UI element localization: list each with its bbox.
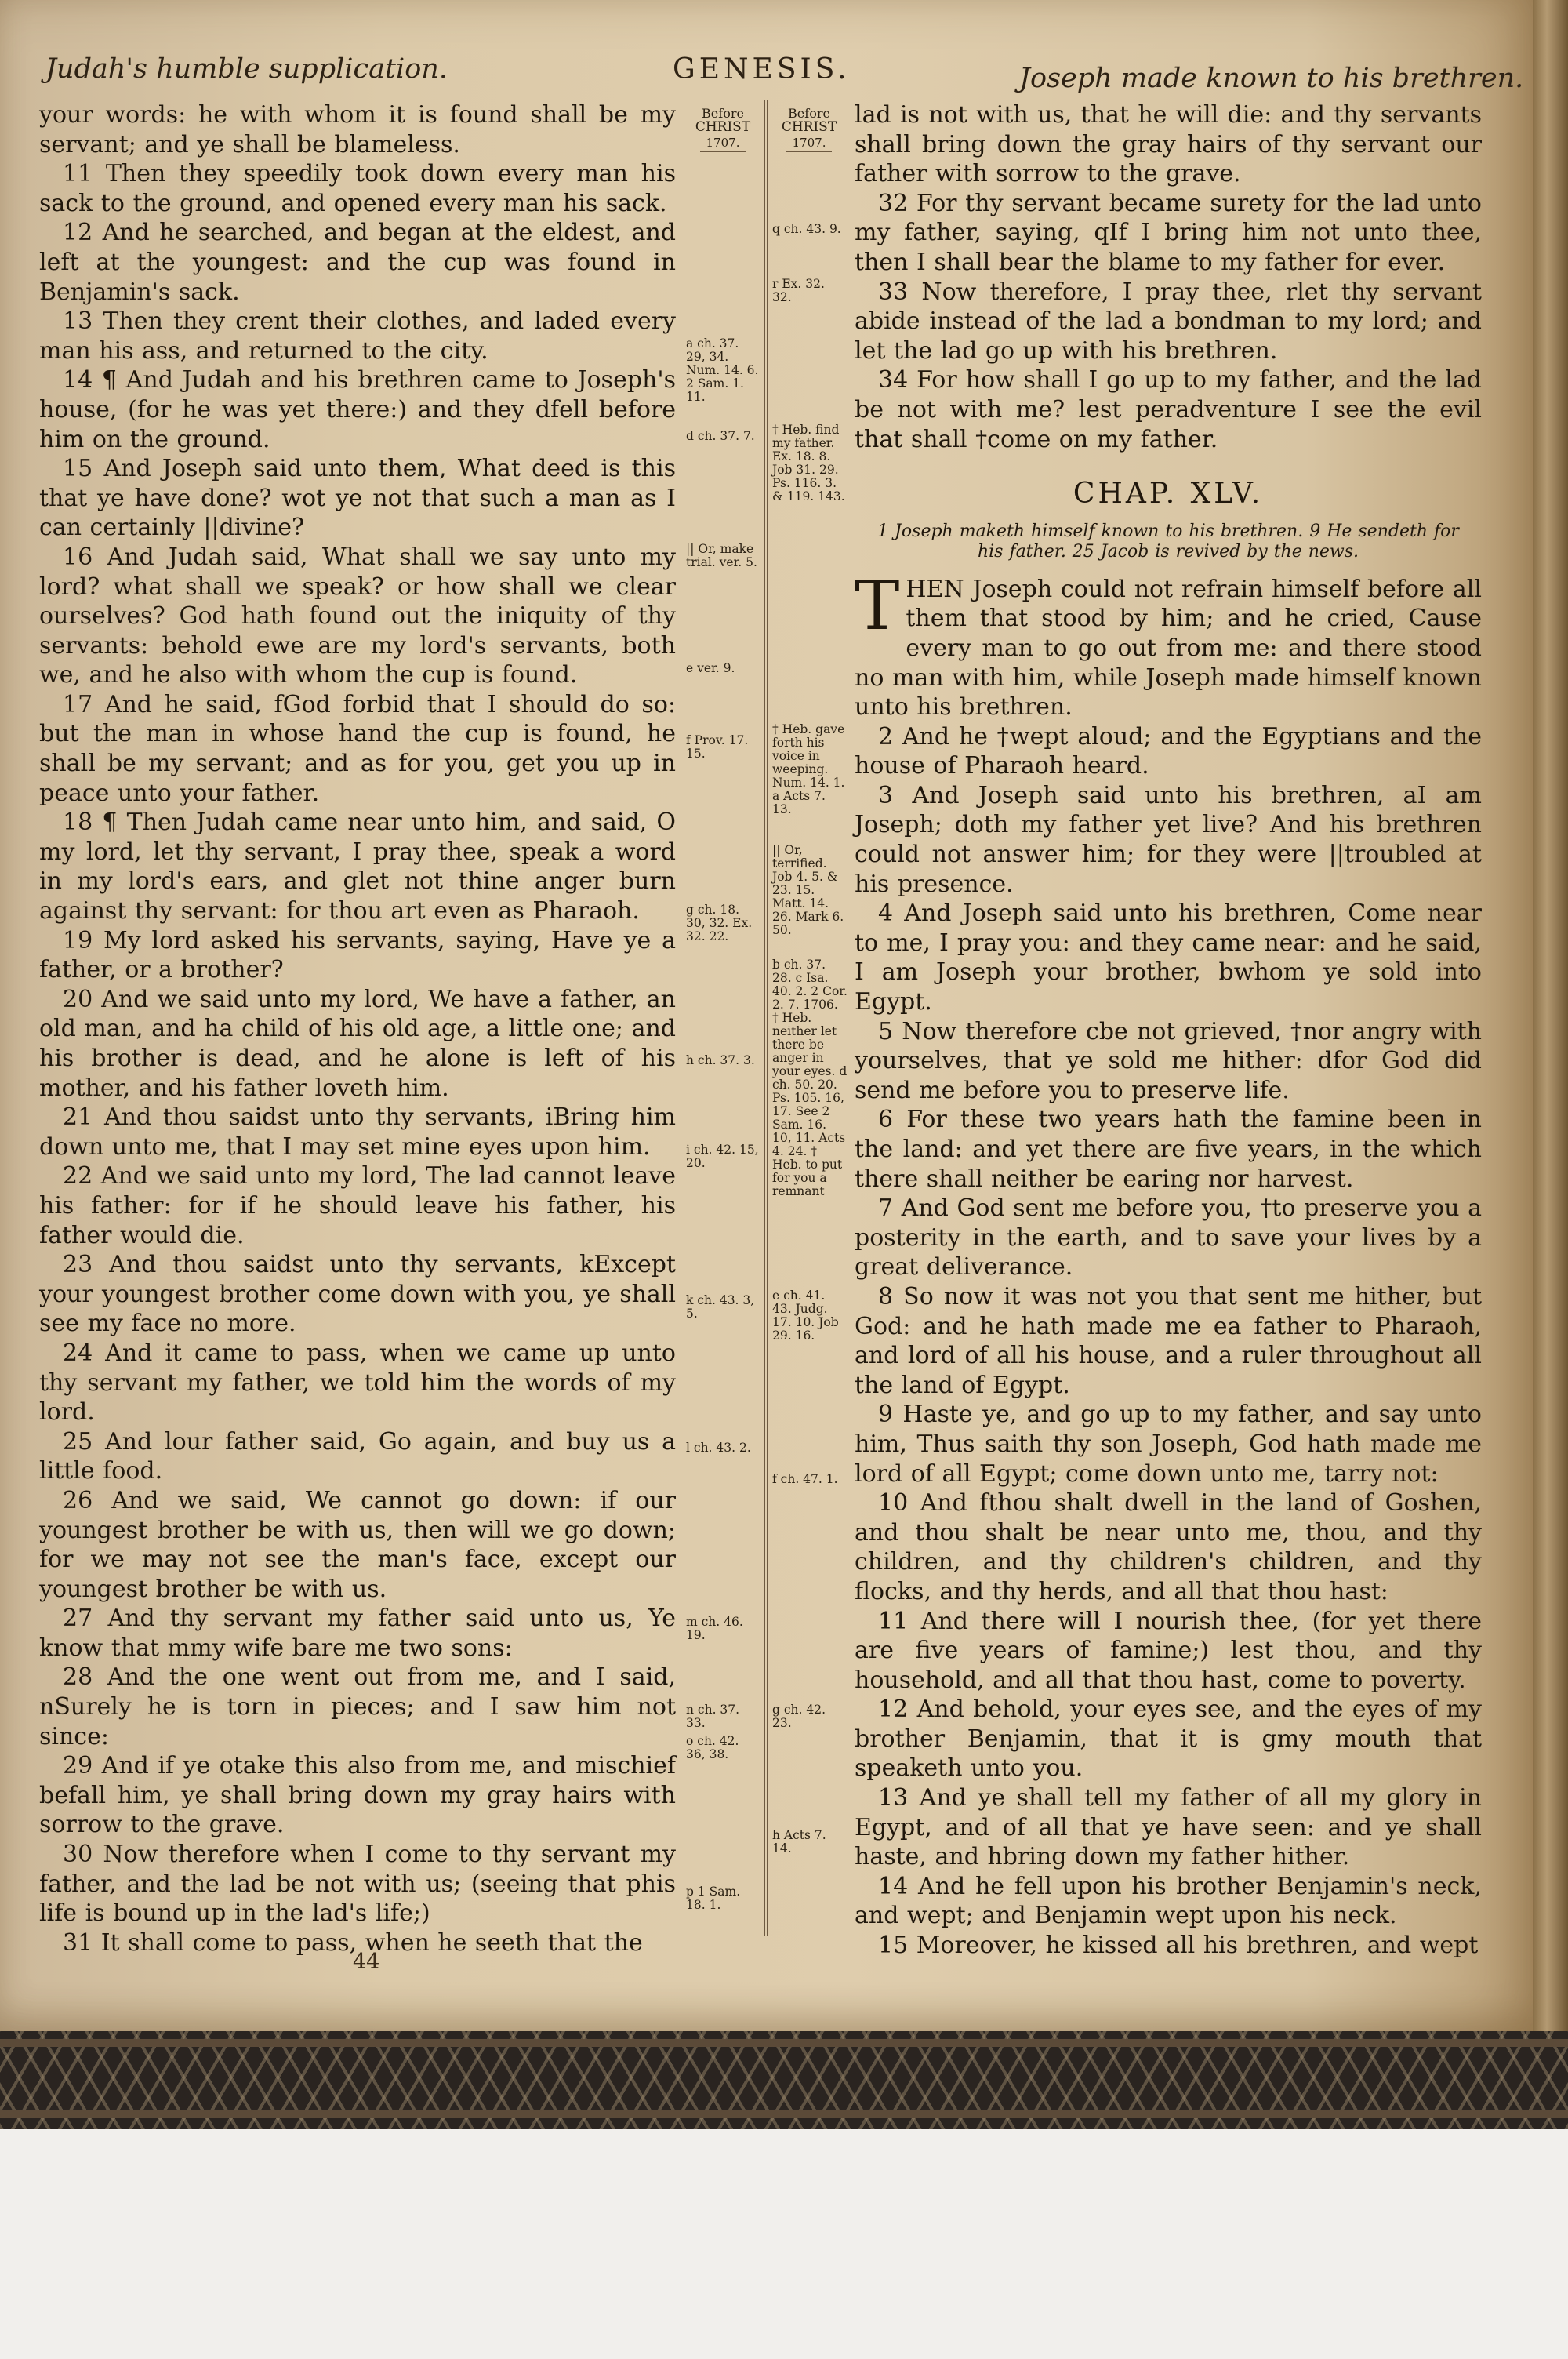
verse-paragraph: 16 And Judah said, What shall we say unto my lord? what shall we speak? or how shall we clear ourselves? God hath found out the iniquity of thy servants: behold ewe are my lord's servants, both we, and he also with whom the cup is found. bbox=[39, 543, 676, 689]
verse-paragraph: 12 And behold, your eyes see, and the eyes of my brother Benjamin, that it is gmy mouth that speaketh unto you. bbox=[855, 1696, 1482, 1783]
margin-head-before: Before bbox=[702, 106, 744, 121]
margin-head-christ: CHRIST bbox=[777, 120, 841, 136]
verse-paragraph: 7 And God sent me before you, †to preserve you a posterity in the earth, and to save your lives by a great deliverance. bbox=[855, 1194, 1482, 1281]
margin-note: m ch. 46. 19. bbox=[686, 1615, 743, 1642]
page-number: 44 bbox=[353, 1950, 380, 1974]
margin-note: i ch. 42. 15, 20. bbox=[686, 1143, 759, 1170]
margin-note: h ch. 37. 3. bbox=[686, 1053, 755, 1067]
verse-paragraph: 3 And Joseph said unto his brethren, aI am Joseph; doth my father yet live? And his brethren could not answer him; for they were ||troubled at his presence. bbox=[855, 781, 1482, 898]
left-margin-references bbox=[681, 100, 765, 1936]
margin-note: l ch. 43. 2. bbox=[686, 1441, 751, 1455]
verse-paragraph: 6 For these two years hath the famine been in the land: and yet there are five years, in the which there shall neither be earing nor harvest. bbox=[855, 1106, 1482, 1193]
verse-paragraph: 15 And Joseph said unto them, What deed is this that ye have done? wot ye not that such a man as I can certainly ||divine? bbox=[39, 455, 676, 542]
verse-paragraph: 28 And the one went out from me, and I said, nSurely he is torn in pieces; and I saw him not since: bbox=[39, 1663, 676, 1750]
first-verse-text: HEN Joseph could not refrain himself before all them that stood by him; and he cried, Cause every man to go out from me: and there stood no man with him, while Joseph made himself known unto his brethren. bbox=[855, 575, 1482, 722]
running-head-left: Judah's humble supplication. bbox=[45, 53, 448, 85]
margin-note: h Acts 7. 14. bbox=[772, 1828, 826, 1856]
verse-paragraph: 24 And it came to pass, when we came up unto thy servant my father, we told him the words of my lord. bbox=[39, 1339, 676, 1427]
margin-note: || Or, make trial. ver. 5. bbox=[686, 542, 757, 569]
verse-paragraph: 14 And he fell upon his brother Benjamin's neck, and wept; and Benjamin wept upon his neck. bbox=[855, 1872, 1482, 1930]
page-edge bbox=[1533, 0, 1568, 2039]
running-head-center: GENESIS. bbox=[673, 53, 851, 85]
verse-paragraph: 9 Haste ye, and go up to my father, and say unto him, Thus saith thy son Joseph, God hath made me lord of all Egypt; come down unto me, tarry not: bbox=[855, 1401, 1482, 1488]
margin-note: † Heb. find my father. Ex. 18. 8. Job 31. 29. Ps. 116. 3. & 119. 143. bbox=[772, 423, 845, 503]
verse-paragraph: 12 And he searched, and began at the eldest, and left at the youngest: and the cup was found in Benjamin's sack. bbox=[39, 219, 676, 306]
verse-paragraph: 13 And ye shall tell my father of all my glory in Egypt, and of all that ye have seen: and ye shall haste, and hbring down my father hither. bbox=[855, 1784, 1482, 1871]
verse-paragraph: 11 Then they speedily took down every man his sack to the ground, and opened every man his sack. bbox=[39, 160, 676, 217]
margin-note: || Or, terrified. Job 4. 5. & 23. 15. Matt. 14. 26. Mark 6. 50. bbox=[772, 843, 844, 937]
chapter-heading: CHAP. XLV. bbox=[1073, 478, 1264, 511]
first-verse bbox=[855, 566, 1482, 722]
running-head-right: Joseph made known to his brethren. bbox=[1019, 63, 1524, 94]
margin-note: g ch. 42. 23. bbox=[772, 1703, 826, 1730]
margin-note: † Heb. gave forth his voice in weeping. Num. 14. 1. a Acts 7. 13. bbox=[772, 722, 845, 816]
verse-paragraph: 5 Now therefore cbe not grieved, †nor angry with yourselves, that ye sold me hither: dfor God did send me before you to preserve life. bbox=[855, 1017, 1482, 1104]
verse-paragraph: 19 My lord asked his servants, saying, Have ye a father, or a brother? bbox=[39, 926, 676, 984]
margin-note: f Prov. 17. 15. bbox=[686, 733, 749, 761]
margin-year: 1707. bbox=[700, 136, 746, 152]
verse-paragraph: 14 ¶ And Judah and his brethren came to Joseph's house, (for he was yet there:) and they dfell before him on the ground. bbox=[39, 366, 676, 453]
margin-note: o ch. 42. 36, 38. bbox=[686, 1734, 739, 1761]
margin-note: p 1 Sam. 18. 1. bbox=[686, 1885, 741, 1912]
verse-paragraph: 34 For how shall I go up to my father, and the lad be not with me? lest peradventure I see the evil that shall †come on my father. bbox=[855, 366, 1482, 453]
verse-paragraph: 4 And Joseph said unto his brethren, Come near to me, I pray you: and they came near: and he said, I am Joseph your brother, bwhom ye sold into Egypt. bbox=[855, 900, 1482, 1016]
verse-paragraph: 27 And thy servant my father said unto us, Ye know that mmy wife bare me two sons: bbox=[39, 1605, 676, 1662]
verse-paragraph: 33 Now therefore, I pray thee, rlet thy servant abide instead of the lad a bondman to my lord; and let the lad go up with his brethren. bbox=[855, 278, 1482, 365]
margin-head-before: Before bbox=[788, 106, 830, 121]
verse-paragraph: 29 And if ye otake this also from me, and mischief befall him, ye shall bring down my gray hairs with sorrow to the grave. bbox=[39, 1752, 676, 1839]
margin-year: 1707. bbox=[786, 136, 832, 152]
verse-paragraph: 13 Then they crent their clothes, and laded every man his ass, and returned to the city. bbox=[39, 307, 676, 365]
margin-note: q ch. 43. 9. bbox=[772, 222, 841, 236]
drop-cap: T bbox=[855, 566, 900, 645]
verse-paragraph: 21 And thou saidst unto thy servants, iBring him down unto me, that I may set mine eyes upon him. bbox=[39, 1103, 676, 1161]
verse-paragraph: 31 It shall come to pass, when he seeth that the bbox=[63, 1928, 643, 1957]
verse-paragraph: 30 Now therefore when I come to thy servant my father, and the lad be not with us; (seeing that phis life is bound up in the lad's life;) bbox=[39, 1841, 676, 1928]
background-surface bbox=[0, 2129, 1568, 2359]
verse-paragraph: 20 And we said unto my lord, We have a father, an old man, and ha child of his old age, a little one; and his brother is dead, and he alone is left of his mother, and his father loveth him. bbox=[39, 985, 676, 1102]
margin-note: b ch. 37. 28. c Isa. 40. 2. 2 Cor. 2. 7. 1706. † Heb. neither let there be anger in your eyes. d ch. 50. 20. Ps. 105. 16, 17. See 2 Sam. 16. 10, 11. Acts 4. 24. † Heb. to put for you a remnant bbox=[772, 958, 848, 1198]
margin-note: n ch. 37. 33. bbox=[686, 1703, 740, 1730]
verse-paragraph: 8 So now it was not you that sent me hither, but God: and he hath made me ea father to Pharaoh, and lord of all his house, and a ruler throughout all the land of Egypt. bbox=[855, 1282, 1482, 1399]
right-text-column bbox=[855, 100, 1482, 1961]
decorative-cover-border bbox=[0, 2031, 1568, 2129]
verse-paragraph: lad is not with us, that he will die: and thy servants shall bring down the gray hairs of thy servant our father with sorrow to the grave. bbox=[855, 101, 1482, 188]
margin-note: f ch. 47. 1. bbox=[772, 1472, 838, 1486]
left-text-column bbox=[39, 100, 676, 1957]
verse-paragraph: 32 For thy servant became surety for the lad unto my father, saying, qIf I bring him not unto thee, then I shall bear the blame to my father for ever. bbox=[855, 189, 1482, 276]
margin-note: g ch. 18. 30, 32. Ex. 32. 22. bbox=[686, 903, 753, 943]
chapter-summary: 1 Joseph maketh himself known to his brethren. 9 He sendeth for his father. 25 Jacob is revived by the news. bbox=[877, 521, 1459, 562]
verse-paragraph: 23 And thou saidst unto thy servants, kExcept your youngest brother come down with you, ye shall see my face no more. bbox=[39, 1251, 676, 1338]
margin-note: a ch. 37. 29, 34. Num. 14. 6. 2 Sam. 1. 11. bbox=[686, 336, 759, 404]
margin-note: e ver. 9. bbox=[686, 661, 735, 675]
verse-paragraph: 18 ¶ Then Judah came near unto him, and said, O my lord, let thy servant, I pray thee, speak a word in my lord's ears, and glet not thine anger burn against thy servant: for thou art even as Pharaoh. bbox=[39, 809, 676, 925]
right-margin-references bbox=[767, 100, 851, 1936]
margin-note: d ch. 37. 7. bbox=[686, 429, 755, 443]
margin-note: k ch. 43. 3, 5. bbox=[686, 1293, 755, 1321]
verse-paragraph: 15 Moreover, he kissed all his brethren, and wept bbox=[878, 1932, 1479, 1960]
margin-note: r Ex. 32. 32. bbox=[772, 277, 825, 304]
margin-head-christ: CHRIST bbox=[691, 120, 755, 136]
verse-paragraph: 10 And fthou shalt dwell in the land of Goshen, and thou shalt be near unto me, thou, and thy children, and thy children's children, and thy flocks, and thy herds, and all that thou hast: bbox=[855, 1489, 1482, 1605]
verse-paragraph: 17 And he said, fGod forbid that I should do so: but the man in whose hand the cup is found, he shall be my servant; and as for you, get you up in peace unto your father. bbox=[39, 690, 676, 807]
verse-paragraph: 11 And there will I nourish thee, (for yet there are five years of famine;) lest thou, and thy household, and all that thou hast, come to poverty. bbox=[855, 1607, 1482, 1694]
margin-note: e ch. 41. 43. Judg. 17. 10. Job 29. 16. bbox=[772, 1289, 839, 1343]
verse-paragraph: 2 And he †wept aloud; and the Egyptians and the house of Pharaoh heard. bbox=[855, 722, 1482, 780]
verse-paragraph: your words: he with whom it is found shall be my servant; and ye shall be blameless. bbox=[39, 101, 676, 158]
verse-paragraph: 25 And lour father said, Go again, and buy us a little food. bbox=[39, 1427, 676, 1485]
verse-paragraph: 22 And we said unto my lord, The lad cannot leave his father: for if he should leave his father, his father would die. bbox=[39, 1162, 676, 1249]
verse-paragraph: 26 And we said, We cannot go down: if our youngest brother be with us, then will we go down; for we may not see the man's face, except our youngest brother be with us. bbox=[39, 1486, 676, 1603]
